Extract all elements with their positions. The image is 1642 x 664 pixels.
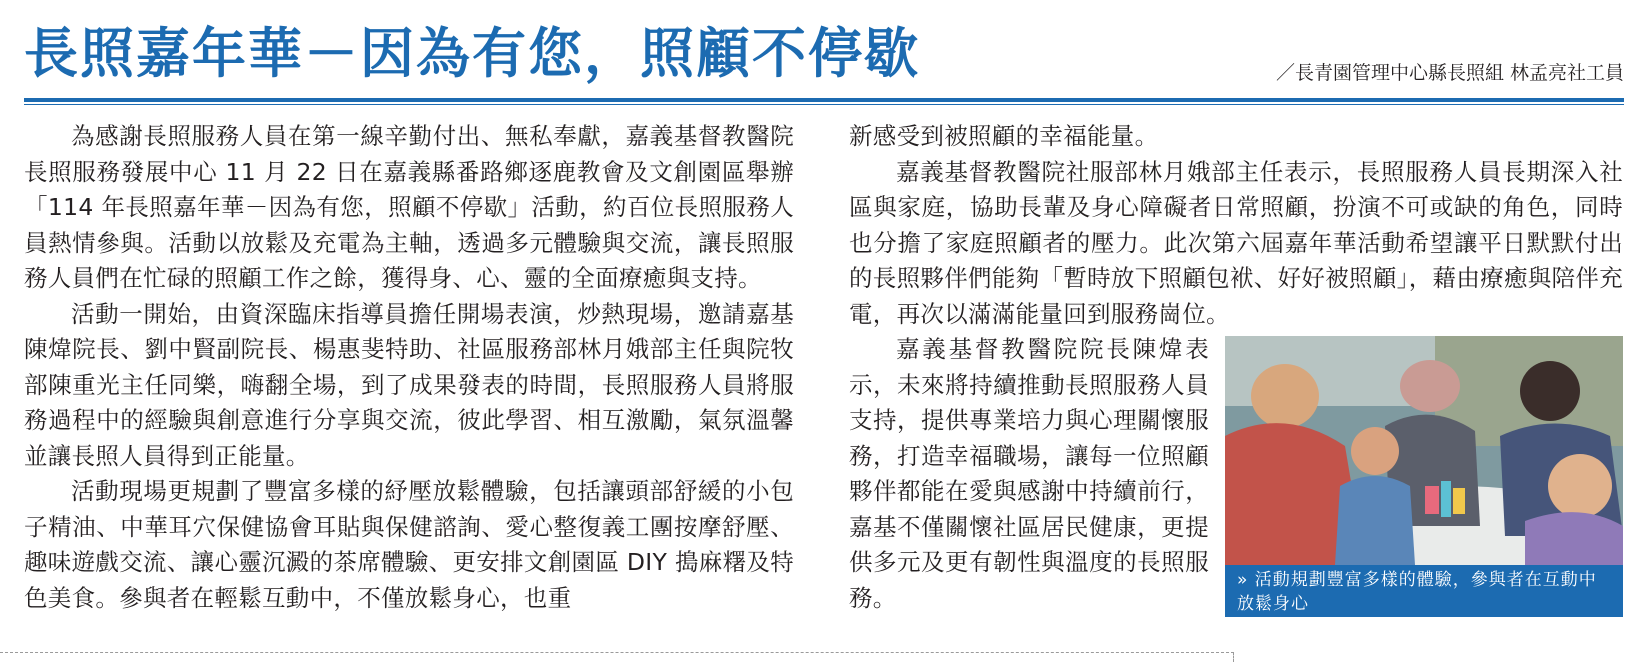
paragraph-3: 活動現場更規劃了豐富多樣的紓壓放鬆體驗，包括讓頭部舒緩的小包子精油、中華耳穴保健協會耳貼與保健諮詢、愛心整復義工團按摩舒壓、趣味遊戲交流、讓心靈沉澱的茶席體驗、更安排文創園區 DIY 搗麻糬及特色美食。參與者在輕鬆互動中，不僅放鬆身心，也重 bbox=[24, 477, 794, 612]
title-rule-thick bbox=[24, 98, 1624, 102]
paragraph-1: 為感謝長照服務人員在第一線辛勤付出、無私奉獻，嘉義基督教醫院長照服務發展中心 11 月 22 日在嘉義縣番路鄉逐鹿教會及文創園區舉辦「114 年長照嘉年華－因為有您，照顧不停歇」活動，約百位長照服務人員熱情參與。活動以放鬆及充電為主軸，透過多元體驗與交流，讓長照服務人員們在忙碌的照顧工作之餘，獲得身、心、靈的全面療癒與支持。 bbox=[24, 122, 794, 292]
paragraph-5: 嘉義基督教醫院院長陳煒表示，未來將持續推動長照服務人員支持，提供專業培力與心理關懷服務，打造幸福職場，讓每一位照顧夥伴都能在愛與感謝中持續前行，嘉基不僅關懷社區居民健康，更提供多元及更有韌性與溫度的長照服務。 bbox=[849, 335, 1209, 612]
photo-figure bbox=[1225, 336, 1623, 617]
page-cut-corner bbox=[1233, 652, 1234, 662]
article-title: 長照嘉年華－因為有您，照顧不停歇 bbox=[24, 22, 920, 85]
right-column bbox=[849, 119, 1623, 625]
paragraph-3-continued: 新感受到被照顧的幸福能量。 bbox=[849, 122, 1159, 150]
event-photo bbox=[1225, 336, 1623, 565]
page-cut-line bbox=[0, 652, 1234, 653]
paragraph-4: 嘉義基督教醫院社服部林月娥部主任表示，長照服務人員長期深入社區與家庭，協助長輩及身心障礙者日常照顧，扮演不可或缺的角色，同時也分擔了家庭照顧者的壓力。此次第六屆嘉年華活動希望讓平日默默付出的長照夥伴們能夠「暫時放下照顧包袱、好好被照顧」，藉由療癒與陪伴充電，再次以滿滿能量回到服務崗位。 bbox=[849, 157, 1623, 328]
paragraph-2: 活動一開始，由資深臨床指導員擔任開場表演，炒熱現場，邀請嘉基陳煒院長、劉中賢副院長、楊惠斐特助、社區服務部林月娥部主任與院牧部陳重光主任同樂，嗨翻全場，到了成果發表的時間，長照服務人員將服務過程中的經驗與創意進行分享與交流，彼此學習、相互激勵，氣氛溫馨並讓長照人員得到正能量。 bbox=[24, 299, 794, 470]
title-rule-thin bbox=[24, 104, 1624, 105]
photo-caption: » 活動規劃豐富多樣的體驗，參與者在互動中放鬆身心 bbox=[1225, 565, 1623, 617]
left-column bbox=[24, 119, 794, 616]
article-byline: ／長青園管理中心縣長照組 林孟亮社工員 bbox=[1275, 62, 1624, 84]
